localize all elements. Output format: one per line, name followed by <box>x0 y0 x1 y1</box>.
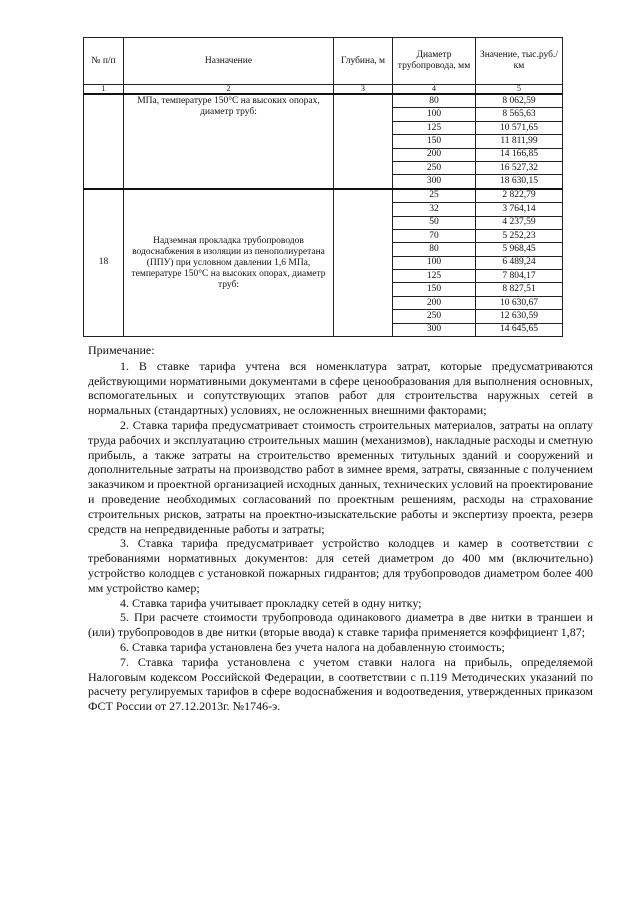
diameter-cell: 250 <box>393 310 476 323</box>
diameter-cell: 300 <box>393 323 476 336</box>
value-cell: 10 630,67 <box>476 296 563 309</box>
value-cell: 14 645,65 <box>476 323 563 336</box>
value-cell: 6 489,24 <box>476 256 563 269</box>
diameter-cell: 50 <box>393 216 476 229</box>
depth-cell <box>334 94 393 189</box>
row-number-cell <box>84 94 124 189</box>
value-cell: 7 804,17 <box>476 270 563 283</box>
note-item: 5. При расчете стоимости трубопровода одинакового диаметра в две нитки в траншеи и (или) трубопроводов в две нитки (вторые ввода) к ставке тарифа применяется коэффициент 1,87; <box>88 610 593 640</box>
note-item: 6. Ставка тарифа установлена без учета налога на добавленную стоимость; <box>120 639 505 654</box>
value-cell: 12 630,59 <box>476 310 563 323</box>
value-cell: 11 811,99 <box>476 135 563 148</box>
diameter-cell: 80 <box>393 94 476 108</box>
value-cell: 5 968,45 <box>476 243 563 256</box>
diameter-cell: 100 <box>393 256 476 269</box>
note-item: 7. Ставка тарифа установлена с учетом ставки налога на прибыль, определяемой Налоговым кодексом Российской Федерации, в соответствии с п.119 Методических указаний по расчету регулируемых тарифов в сфере водоснабжения и водоотведения, утвержденных приказом ФСТ России от 27.12.2013г. №1746-э. <box>88 654 593 714</box>
diameter-cell: 70 <box>393 229 476 242</box>
diameter-cell: 80 <box>393 243 476 256</box>
column-number: 2 <box>124 85 334 95</box>
header-number: № п/п <box>84 38 124 85</box>
diameter-cell: 300 <box>393 175 476 189</box>
column-number: 1 <box>84 85 124 95</box>
value-cell: 2 822,79 <box>476 189 563 203</box>
value-cell: 5 252,23 <box>476 229 563 242</box>
table-body <box>84 94 563 337</box>
value-cell: 8 565,63 <box>476 108 563 121</box>
note-item: 4. Ставка тарифа учитывает прокладку сетей в одну нитку; <box>120 595 422 610</box>
diameter-cell: 32 <box>393 203 476 216</box>
diameter-cell: 200 <box>393 296 476 309</box>
diameter-cell: 250 <box>393 161 476 174</box>
note-item: 2. Ставка тарифа предусматривает стоимость строительных материалов, затраты на оплату труда рабочих и эксплуатацию строительных машин (механизмов), накладные расходы и сметную прибыль, а также затраты на строительство временных титульных зданий и сооружений и дополнительные затраты на производство работ в зимнее время, затраты, связанные с получением заказчиком и проектной организацией исходных данных, технических условий на проектирование и проведение необходимых согласований по проектным решениям, расходы на страхование строительных рисков, затраты на проектно-изыскательские работы и экспертизу проекта, резерв средств на непредвиденные работы и затраты; <box>88 417 593 536</box>
note-item: 1. В ставке тарифа учтена вся номенклатура затрат, которые предусматриваются действующими нормативными документами в сфере ценообразования для выполнения основных, вспомогательных и сопутствующих этапов работ для строительства наружных сетей в нормальных (стандартных) условиях, не осложненных внешними факторами; <box>88 358 593 418</box>
depth-cell <box>334 189 393 337</box>
value-cell: 10 571,65 <box>476 121 563 134</box>
diameter-cell: 200 <box>393 148 476 161</box>
diameter-cell: 125 <box>393 121 476 134</box>
header-diameter: Диаметр трубопровода, мм <box>393 38 476 85</box>
diameter-cell: 150 <box>393 135 476 148</box>
diameter-cell: 125 <box>393 270 476 283</box>
table-header-row <box>84 38 563 85</box>
diameter-cell: 150 <box>393 283 476 296</box>
notes-list <box>88 359 593 714</box>
value-cell: 8 062,59 <box>476 94 563 108</box>
description-cell: Надземная прокладка трубопроводов водоснабжения в изоляции из пенополиуретана (ППУ) при условном давлении 1,6 МПа, температуре 150°С на высоких опорах, диаметр труб: <box>124 189 334 337</box>
note-item: 3. Ставка тарифа предусматривает устройство колодцев и камер в соответствии с требованиями нормативных документов: для сетей диаметром до 400 мм (включительно) устройство колодцев с установкой пожарных гидрантов; для трубопроводов диаметром более 400 мм устройство камер; <box>88 536 593 595</box>
header-name: Назначение <box>124 38 334 85</box>
value-cell: 18 630,15 <box>476 175 563 189</box>
value-cell: 3 764,14 <box>476 203 563 216</box>
column-number: 4 <box>393 85 476 95</box>
diameter-cell: 25 <box>393 189 476 203</box>
column-number-row <box>84 85 563 95</box>
header-depth: Глубина, м <box>334 38 393 85</box>
value-cell: 8 827,51 <box>476 283 563 296</box>
value-cell: 4 237,59 <box>476 216 563 229</box>
notes-section <box>88 343 593 714</box>
table-row <box>84 94 563 108</box>
table-row <box>84 189 563 203</box>
value-cell: 16 527,32 <box>476 161 563 174</box>
description-cell: МПа, температуре 150°С на высоких опорах, диаметр труб: <box>124 94 334 189</box>
header-value: Значение, тыс.руб./км <box>476 38 563 85</box>
row-number-cell: 18 <box>84 189 124 337</box>
value-cell: 14 166,85 <box>476 148 563 161</box>
column-number: 3 <box>334 85 393 95</box>
tariff-table <box>83 37 563 337</box>
notes-title: Примечание: <box>88 343 155 357</box>
diameter-cell: 100 <box>393 108 476 121</box>
column-number: 5 <box>476 85 563 95</box>
